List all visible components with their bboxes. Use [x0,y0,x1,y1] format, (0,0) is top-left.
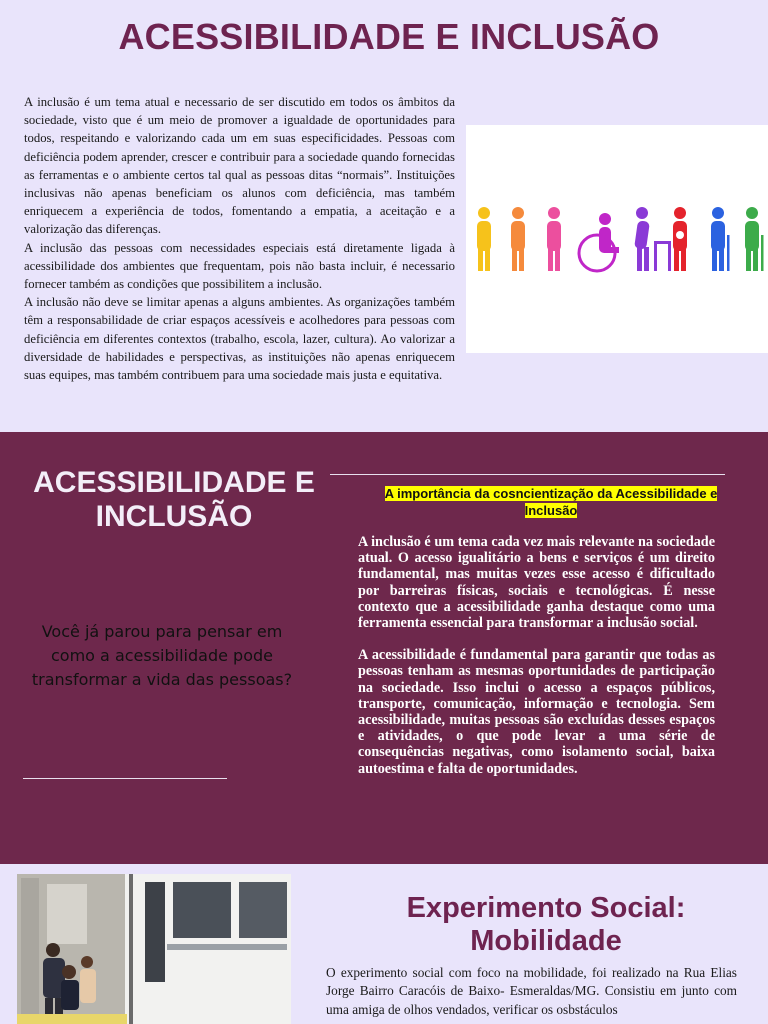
awareness-text [358,534,715,777]
highlighted-heading-text: A importância da cosncientização da Acessibilidade e Inclusão [384,486,718,518]
people-figures-icon [466,125,768,353]
person-figure-icon [477,207,491,271]
intro-paragraph: A inclusão das pessoas com necessidades especiais está diretamente ligada à acessibilidade dos ambientes que frequentam, pois não basta incluir, é necessario fornecer também as condições que possibilitem a inclusão. [24,240,455,292]
intro-paragraph: A inclusão é um tema atual e necessario de ser discutido em todos os âmbitos da sociedade, visto que é um meio de promover a igualdade de oportunidades para todos, respeitando e valorizando cada um em suas especificidades. Pessoas com deficiência podem aprender, crescer e contribuir para a sociedade quando fornecidas as ferramentas e o ambiente certos tal qual as pessoas ditas “normais”. Instituições inclusivas não apenas beneficiam os alunos com deficiência, mas também enriquecem a experiência de todos, fomentando a empatia, a aceitação e a valorização das diferenças. [24,95,455,237]
highlighted-heading [358,485,744,519]
street-bus-photo-icon [17,874,291,1024]
person-figure-icon [511,207,525,271]
experiment-text: O experimento social com foco na mobilidade, foi realizado na Rua Elias Jorge Bairro Caracóis de Baixo- Esmeraldas/MG. Consistiu em junto com uma amiga de olhos vendados, verificar os osbstáculos [326,965,737,1017]
person-figure-icon [711,207,730,271]
intro-text [24,93,455,384]
intro-paragraph: A inclusão não deve se limitar apenas a alguns ambientes. As organizações também têm a responsabilidade de criar espaços acessíveis e acolhedores para pessoas com deficiência em diferentes contextos (trabalho, escola, lazer, cultura). Ao valorizar a diversidade de habilidades e perspectivas, as instituições não apenas enriquecem suas equipes, mas também contribuem para uma sociedade mais justa e equitativa. [24,295,455,383]
divider [23,778,227,779]
person-figure-icon [547,207,561,271]
awareness-section [0,432,768,864]
person-figure-icon [579,213,619,271]
intro-section [0,0,768,432]
person-figure-icon [745,207,764,271]
experiment-photo [17,874,291,1024]
awareness-paragraph: A inclusão é um tema cada vez mais relevante na sociedade atual. O acesso igualitário a bens e serviços é um direito fundamental, mas muitas vezes esse acesso é dificultado por barreiras físicas, sociais e tecnológicas. É nesse contexto que a acessibilidade ganha destaque como uma ferramenta essencial para transformar a inclusão social. [358,534,715,632]
divider [330,474,725,475]
inclusion-illustration [466,125,768,353]
person-figure-icon [673,207,687,271]
experiment-title: Experimento Social: Mobilidade [406,892,686,957]
experiment-section [0,864,768,1024]
page-title: ACESSIBILIDADE E INCLUSÃO [118,16,660,57]
question-text: Você já parou para pensar em como a acessibilidade pode transformar a vida das pessoas? [31,622,293,689]
awareness-paragraph: A acessibilidade é fundamental para garantir que todas as pessoas tenham as mesmas oportunidades de participação na sociedade. Isso inclui o acesso a espaços públicos, transporte, comunicação, informação e tecnologia. Sem acessibilidade, muitas pessoas são excluídas desses espaços e atividades, o que pode levar a uma série de consequências negativas, como isolamento social, baixa autoestima e falta de oportunidades. [358,647,715,777]
section-title: ACESSIBILIDADE E INCLUSÃO [33,466,315,533]
person-figure-icon [634,207,671,271]
